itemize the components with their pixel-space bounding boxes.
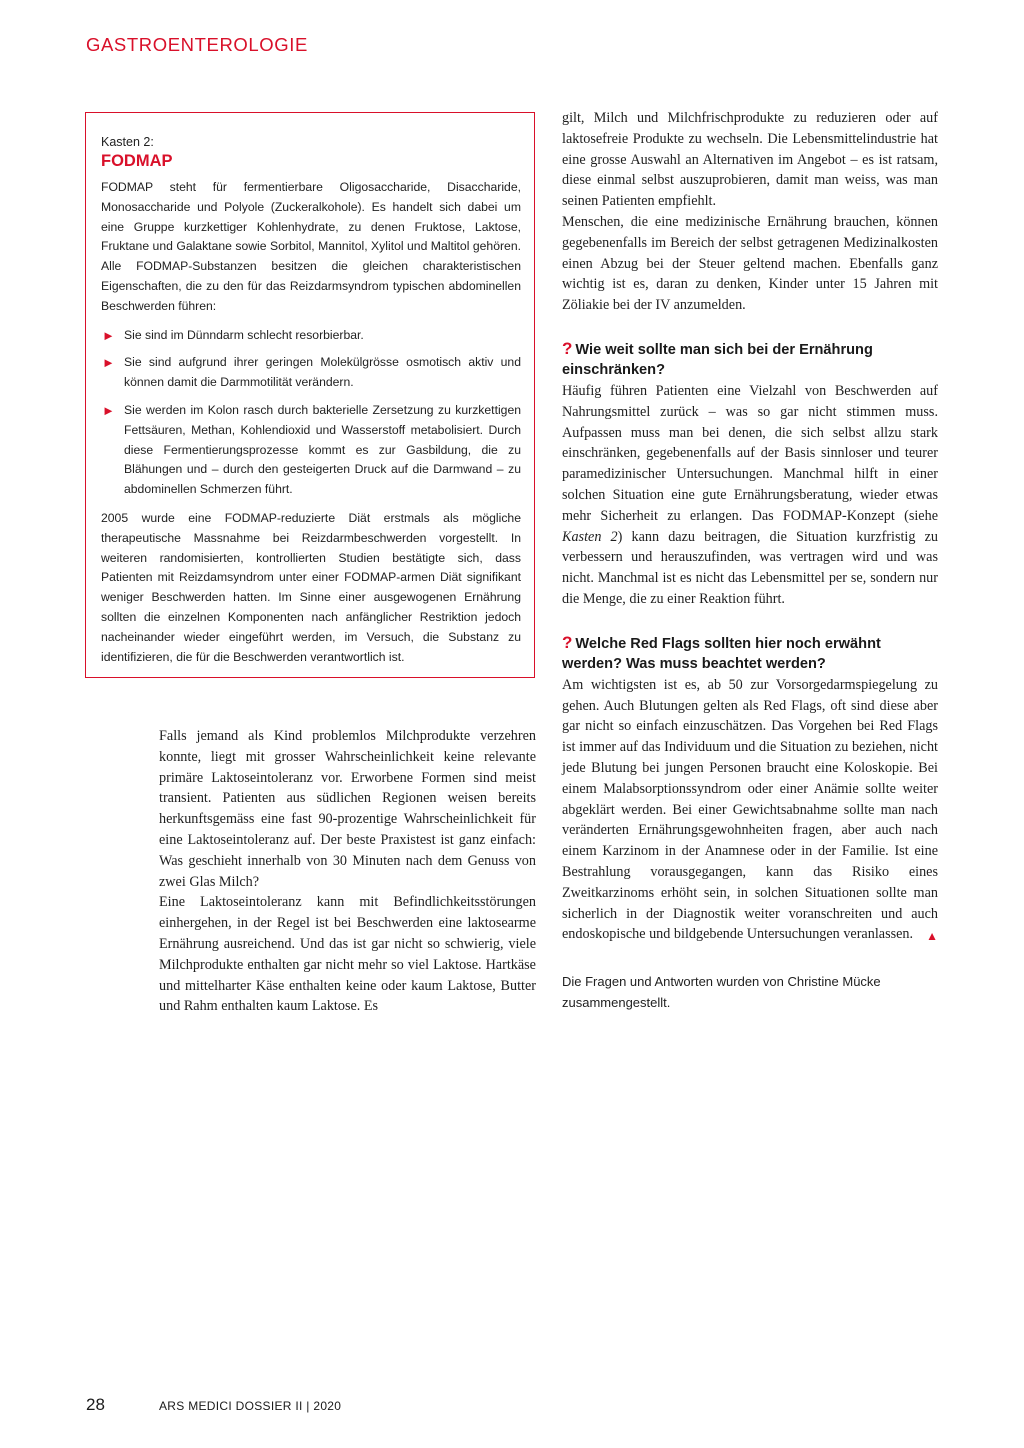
- answer-text: Häufig führen Patienten eine Vielzahl von Beschwerden auf Nahrungsmittel zurück – was so gar nicht stimmen muss. Aufpassen muss man bei denen, die sich selbst allzu stark einschränken, gegebenenfalls auf der Basis sinnloser und teurer paramedizinischer Untersuchungen. Manchmal hilft in einer solchen Situation eine gute Ernährungsberatung, wieder etwas mehr Sicherheit zu erlangen. Das FODMAP-Konzept (siehe: [562, 382, 938, 524]
- question-mark-icon: ?: [562, 632, 573, 652]
- section-header: GASTROENTEROLOGIE: [86, 34, 308, 55]
- question-heading: [562, 633, 938, 675]
- body-paragraph: Falls jemand als Kind problemlos Milchprodukte verzehren konnte, liegt mit grosser Wahrscheinlichkeit keine relevante primäre Laktoseintoleranz vor. Erworbene Formen sind meist transient. Patienten aus südlichen Regionen weisen bereits herkunftsgemäss eine fast 90-prozentige Wahrscheinlichkeit für eine Laktoseintoleranz auf. Der beste Praxistest ist ganz einfach: Was geschieht innerhalb von 30 Minuten nach dem Genuss von zwei Glas Milch?: [159, 728, 536, 890]
- body-paragraph: Eine Laktoseintoleranz kann mit Befindlichkeitsstörungen einhergehen, in der Regel ist bei Beschwerden eine laktosearme Ernährung ausreichend. Und das ist gar nicht so schwierig, viele Milchprodukte enthalten gar nicht mehr so viel Laktose. Hartkäse und mittelharter Käse enthalten keine oder kaum Laktose, Butter und Rahm enthalten kaum Laktose. Es: [159, 894, 536, 1015]
- box-bullet-item: [101, 353, 521, 393]
- box-reference: Kasten 2: [562, 528, 618, 545]
- body-paragraph: Menschen, die eine medizinische Ernährung brauchen, können gegebenenfalls im Bereich der selbst getragenen Medizinalkosten einen Abzug bei der Steuer geltend machen. Ebenfalls ganz wichtig ist es, daran zu denken, Kinder unter 15 Jahren mit Zöliakie bei der IV anzumelden.: [562, 213, 938, 314]
- box-bullet-text: Sie sind im Dünndarm schlecht resorbierbar.: [124, 327, 364, 342]
- end-triangle-icon: ▲: [926, 929, 938, 944]
- answer-text: ) kann dazu beitragen, die Situation kurzfristig zu verbessern und herauszufinden, was vertragen wird und was nicht. Manchmal ist es nicht das Lebensmittel per se, sondern nur die Menge, die zu einer Reaktion führt.: [562, 528, 938, 607]
- info-box-fodmap: [85, 112, 535, 678]
- question-heading: [562, 339, 938, 381]
- box-outro: 2005 wurde eine FODMAP-reduzierte Diät erstmals als mögliche therapeutische Massnahme bei Reizdarmbeschwerden vorgestellt. In weiteren randomisierten, kontrollierten Studien bestätigte sich, dass Patienten mit Reizdamsyndrom unter einer FODMAP-armen Diät signifikant weniger Beschwerden hatten. Im Sinne einer ausgewogenen Ernährung sollten die einzelnen Komponenten nach anfänglicher Restriktion jedoch nacheinander wieder eingeführt werden, im Versuch, die Substanz zu identifizieren, die für die Beschwerden verantwortlich ist.: [101, 510, 521, 664]
- body-paragraph: gilt, Milch und Milchfrischprodukte zu reduzieren oder auf laktosefreie Produkte zu wechseln. Die Lebensmittelindustrie hat eine grosse Auswahl an Alternativen im Angebot – es ist ratsam, diese einmal selbst auszuprobieren, damit man weiss, was man seinen Patienten empfiehlt.: [562, 110, 938, 210]
- box-bullet-list: [101, 326, 521, 500]
- box-title: FODMAP: [101, 152, 173, 170]
- box-bullet-text: Sie werden im Kolon rasch durch bakterielle Zersetzung zu kurzkettigen Fettsäuren, Methan, Kohlendioxid und Wasserstoff metabolisiert. Durch diese Fermentierungsprozesse kommt es zur Gasbildung, die zu Blähungen und – durch den gesteigerten Druck auf die Darmwand – zu abdominellen Schmerzen führt.: [124, 402, 521, 497]
- answer-paragraph: [562, 381, 938, 610]
- box-bullet-item: [101, 401, 521, 500]
- author-credit: Die Fragen und Antworten wurden von Christine Mücke zusammengestellt.: [562, 974, 881, 1010]
- box-bullet-item: [101, 326, 521, 346]
- question-mark-icon: ?: [562, 338, 573, 358]
- bullet-arrow-icon: ►: [102, 402, 115, 418]
- box-intro: FODMAP steht für fermentierbare Oligosaccharide, Disaccharide, Monosaccharide und Polyole (Zuckeralkohole). Es handelt sich dabei um eine Gruppe kurzkettiger Kohlenhydrate, zu denen Fruktose, Laktose, Fruktane und Galaktane sowie Sorbitol, Mannitol, Xylitol und Maltitol gehören. Alle FODMAP-Substanzen besitzen die gleichen charakteristischen Eigenschaften, die zu den für das Reizdarmsyndrom typischen abdominellen Beschwerden führen:: [101, 180, 521, 313]
- box-bullet-text: Sie sind aufgrund ihrer geringen Molekülgrösse osmotisch aktiv und können damit die Darmmotilität verändern.: [124, 355, 521, 390]
- page-number: 28: [86, 1395, 105, 1414]
- bullet-arrow-icon: ►: [102, 355, 115, 371]
- box-label: Kasten 2:: [101, 135, 154, 149]
- publication-info: ARS MEDICI DOSSIER II | 2020: [159, 1399, 342, 1413]
- answer-text: Am wichtigsten ist es, ab 50 zur Vorsorgedarmspiegelung zu gehen. Auch Blutungen gelten als Red Flags, oft sind diese aber gar nicht so einfach einzuschätzen. Das Vorgehen bei Red Flags ist immer auf das Individuum und die Situation zu beziehen, nicht jede Blutung bei jungen Personen braucht eine Koloskopie. Bei einem Malabsorptionssyndrom oder einer Anämie sollte weiter abgeklärt werden. Bei einer Gewichtsabnahme sollte man nach veränderten Ernährungsgewohnheiten fragen, aber auch nach einem Karzinom in der Anamnese oder in der Familie. Ist eine Bestrahlung vorausgegangen, kann das Risiko eines Zweitkarzinoms erhöht sein, in solchen Situationen sollte man sicherlich in der Diagnostik weiter voranschreiten und auch endoskopische und bildgebende Untersuchungen veranlassen.: [562, 676, 938, 943]
- question-text: Welche Red Flags sollten hier noch erwähnt werden? Was muss beachtet werden?: [562, 635, 881, 673]
- left-column: [159, 726, 536, 1017]
- right-column: [562, 108, 938, 1013]
- answer-paragraph: [562, 675, 938, 945]
- question-text: Wie weit sollte man sich bei der Ernährung einschränken?: [562, 341, 873, 379]
- bullet-arrow-icon: ►: [102, 327, 115, 343]
